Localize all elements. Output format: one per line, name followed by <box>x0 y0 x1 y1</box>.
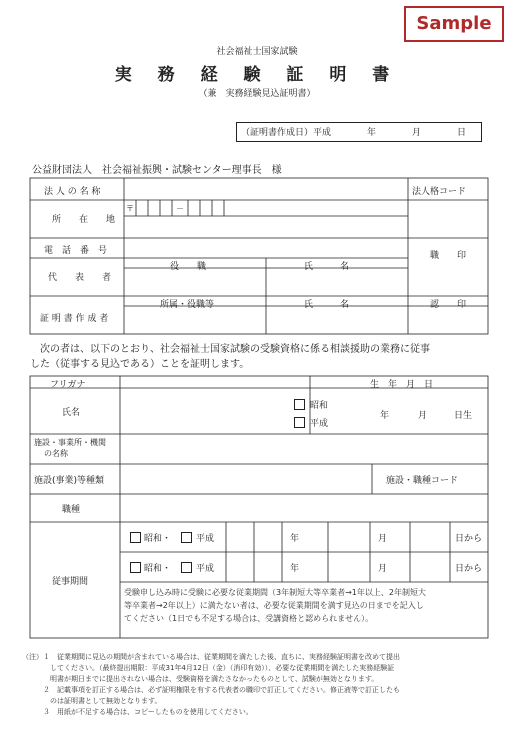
showa-checkbox[interactable] <box>294 399 305 410</box>
creator-seal-label: 認 印 <box>430 300 467 310</box>
period2-month-label: 月 <box>378 564 388 574</box>
creator-name-label: 氏 名 <box>304 300 350 310</box>
dept-post-label: 所属・役職等 <box>160 300 215 310</box>
seal-label: 職 印 <box>430 251 467 261</box>
footnotes <box>22 652 502 718</box>
phone-label: 電 話 番 号 <box>44 246 108 256</box>
dob-label: 生 年 月 日 <box>370 380 434 390</box>
dob-month-label: 月 <box>418 411 428 421</box>
creator-label: 証 明 書 作 成 者 <box>40 314 109 324</box>
corp-name-label: 法 人 の 名 称 <box>44 187 101 197</box>
facility-name-label-1: 施設・事業所・機関 <box>34 438 106 447</box>
note-line-4: ２ 記載事項を訂正する場合は、必ず証明権限を有する代表者の職印で訂正してください。修正液等で訂正したも <box>22 686 400 694</box>
period1-heisei-checkbox[interactable] <box>181 532 192 543</box>
period-note-line-2: 等卒業者→2年以上）に満たない者は、必要な従業期間を満す見込の日までを記入し <box>124 601 424 610</box>
period2-showa-checkbox[interactable] <box>130 562 141 573</box>
address-label: 所 在 地 <box>52 215 116 225</box>
period1-from-label: 日から <box>455 534 483 544</box>
note-line-1: （注）１ 従業期間に見込の期間が含まれている場合は、従業期間を満たした後、直ちに、実務経験証明書を改めて提出 <box>22 653 400 661</box>
period1-era-label: 昭和・ <box>144 534 172 544</box>
job-label: 職種 <box>62 505 81 515</box>
period-note-line-1: 受験申し込み時に受験に必要な従業期間（3年制短大等卒業者→1年以上、2年制短大 <box>124 588 426 597</box>
period1-showa-checkbox[interactable] <box>130 532 141 543</box>
name-field-label: 氏名 <box>62 408 81 418</box>
period1-month-label: 月 <box>378 534 388 544</box>
addressee: 公益財団法人 社会福祉振興・試験センター理事長 様 <box>32 165 282 176</box>
dob-year-label: 年 <box>380 411 390 421</box>
note-line-6: ３ 用紙が不足する場合は、コピーしたものを使用してください。 <box>22 708 253 716</box>
note-line-5: のは証明書として無効となります。 <box>22 697 162 705</box>
facility-code-label: 施設・職種コード <box>386 476 459 486</box>
heisei-checkbox[interactable] <box>294 417 305 428</box>
statement-line-1: 次の者は、以下のとおり、社会福祉士国家試験の受験資格に係る相談援助の業務に従事 <box>40 344 430 355</box>
sample-stamp: Sample <box>404 6 504 42</box>
dob-born-label: 日生 <box>454 411 473 421</box>
postal-mark: 〒 <box>126 204 134 213</box>
note-line-3: 明書が期日までに提出されない場合は、受験資格を満たさなかったものとして、試験が無効となります。 <box>22 675 379 683</box>
document-subtitle: （兼 実務経験見込証明書） <box>198 89 316 99</box>
period1-year-label: 年 <box>290 534 300 544</box>
period2-from-label: 日から <box>455 564 483 574</box>
postal-dash: － <box>176 204 184 213</box>
period-label: 従事期間 <box>52 577 89 587</box>
furigana-label: フリガナ <box>50 380 86 390</box>
note-line-2: してください。（最終提出期限：平成31年4月12日（金）（消印有効））、必要な従業期間を満たした実務経験証 <box>22 664 395 672</box>
name-label: 氏 名 <box>304 262 350 272</box>
exam-name: 社会福祉士国家試験 <box>216 47 298 57</box>
facility-type-label: 施設(事業)等種類 <box>34 476 105 486</box>
period-note <box>124 586 486 625</box>
creation-date-field[interactable]: （証明書作成日）平成 年 月 日 <box>236 122 482 142</box>
period2-year-label: 年 <box>290 564 300 574</box>
corp-code-label: 法人格コード <box>412 187 467 197</box>
heisei-label: 平成 <box>310 419 329 429</box>
post-label: 役 職 <box>170 262 207 272</box>
period-note-line-3: てください（1日でも不足する場合は、受講資格と認められません）。 <box>124 614 374 623</box>
facility-name-label-2: の名称 <box>44 449 68 458</box>
period1-heisei-label: 平成 <box>196 534 215 544</box>
period2-heisei-checkbox[interactable] <box>181 562 192 573</box>
statement-line-2: した（従事する見込である）ことを証明します。 <box>30 359 250 370</box>
representative-label: 代 表 者 <box>48 273 112 283</box>
document-title: 実 務 経 験 証 明 書 <box>114 65 400 85</box>
period2-era-label: 昭和・ <box>144 564 172 574</box>
showa-label: 昭和 <box>310 401 329 411</box>
period2-heisei-label: 平成 <box>196 564 215 574</box>
